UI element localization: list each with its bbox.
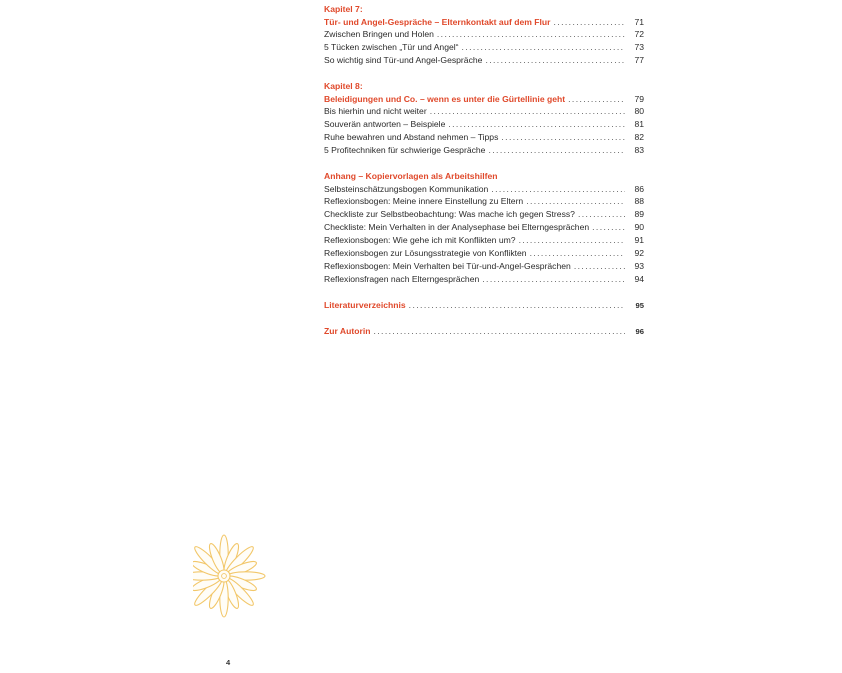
toc-entry-page: 77 xyxy=(634,55,644,66)
toc-entry-page: 90 xyxy=(634,222,644,233)
dot-leader xyxy=(578,208,625,221)
toc-entry[interactable] xyxy=(324,208,644,221)
toc-entry-title: Selbsteinschätzungsbogen Kommunikation xyxy=(324,183,489,194)
toc-entry-page: 80 xyxy=(634,106,644,117)
toc-entry[interactable] xyxy=(324,28,644,41)
chapter-8-label: Kapitel 8: xyxy=(324,81,363,92)
toc-entry-page: 72 xyxy=(634,29,644,40)
toc-entry-title: Reflexionsfragen nach Elterngesprächen xyxy=(324,273,480,284)
dot-leader xyxy=(482,273,625,286)
toc-entry-title: Tür- und Angel-Gespräche – Elternkontakt auf dem Flur xyxy=(324,16,551,27)
author-section xyxy=(324,325,644,338)
toc-entry-title: Checkliste zur Selbstbeobachtung: Was mache ich gegen Stress? xyxy=(324,209,575,220)
toc-entry[interactable] xyxy=(324,144,644,157)
toc-entry[interactable] xyxy=(324,260,644,273)
daisy-flower-icon xyxy=(193,530,269,620)
toc-entry[interactable] xyxy=(324,105,644,118)
dot-leader xyxy=(491,183,625,196)
chapter-8-section xyxy=(324,80,644,157)
dot-leader xyxy=(501,131,625,144)
toc-entry-page: 91 xyxy=(634,235,644,246)
toc-entry-title: Souverän antworten – Beispiele xyxy=(324,119,446,130)
toc-entry-title: Ruhe bewahren und Abstand nehmen – Tipps xyxy=(324,132,499,143)
toc-entry-page: 86 xyxy=(634,183,644,194)
dot-leader xyxy=(519,234,625,247)
toc-entry-page: 93 xyxy=(634,260,644,271)
toc-entry[interactable] xyxy=(324,118,644,131)
toc-entry-page: 73 xyxy=(634,42,644,53)
dot-leader xyxy=(568,93,625,106)
toc-entry-author[interactable] xyxy=(324,325,644,338)
dot-leader xyxy=(430,105,625,118)
toc-entry[interactable] xyxy=(324,221,644,234)
dot-leader xyxy=(373,325,625,338)
dot-leader xyxy=(574,260,625,273)
toc-entry-page: 89 xyxy=(634,209,644,220)
appendix-section xyxy=(324,170,644,286)
dot-leader xyxy=(530,247,625,260)
table-of-contents xyxy=(324,3,644,350)
toc-entry-title: Reflexionsbogen zur Lösungsstrategie von Konflikten xyxy=(324,247,527,258)
appendix-heading: Anhang – Kopiervorlagen als Arbeitshilfen xyxy=(324,171,498,182)
toc-entry-page: 88 xyxy=(634,196,644,207)
toc-entry[interactable] xyxy=(324,234,644,247)
toc-entry-title: 5 Tücken zwischen „Tür und Angel“ xyxy=(324,42,459,53)
dot-leader xyxy=(448,118,625,131)
toc-entry-title: Literaturverzeichnis xyxy=(324,299,406,310)
toc-entry-title: So wichtig sind Tür-und Angel-Gespräche xyxy=(324,55,483,66)
toc-entry-page: 82 xyxy=(634,132,644,143)
toc-entry-title: Reflexionsbogen: Mein Verhalten bei Tür-und-Angel-Gesprächen xyxy=(324,260,571,271)
toc-entry[interactable] xyxy=(324,131,644,144)
chapter-7-section xyxy=(324,3,644,67)
toc-entry-title: Zur Autorin xyxy=(324,325,371,336)
toc-entry-page: 94 xyxy=(634,273,644,284)
dot-leader xyxy=(488,144,625,157)
toc-entry-page: 95 xyxy=(635,300,644,310)
toc-entry-page: 71 xyxy=(634,16,644,27)
dot-leader xyxy=(526,195,625,208)
toc-entry-chapter-8-heading[interactable] xyxy=(324,93,644,106)
toc-entry[interactable] xyxy=(324,273,644,286)
toc-entry-title: Zwischen Bringen und Holen xyxy=(324,29,434,40)
toc-entry-page: 96 xyxy=(635,326,644,336)
toc-entry-page: 79 xyxy=(634,93,644,104)
toc-entry-title: 5 Profitechniken für schwierige Gespräche xyxy=(324,145,486,156)
toc-entry-title: Reflexionsbogen: Meine innere Einstellung zu Eltern xyxy=(324,196,524,207)
toc-entry-chapter-7-heading[interactable] xyxy=(324,16,644,29)
dot-leader xyxy=(485,54,625,67)
toc-entry-title: Bis hierhin und nicht weiter xyxy=(324,106,427,117)
toc-entry[interactable] xyxy=(324,247,644,260)
dot-leader xyxy=(462,41,625,54)
toc-entry[interactable] xyxy=(324,54,644,67)
page-number: 4 xyxy=(226,658,231,667)
toc-entry[interactable] xyxy=(324,183,644,196)
toc-entry[interactable] xyxy=(324,195,644,208)
dot-leader xyxy=(409,299,625,312)
dot-leader xyxy=(437,28,625,41)
toc-entry-page: 92 xyxy=(634,247,644,258)
chapter-7-label: Kapitel 7: xyxy=(324,4,363,14)
dot-leader xyxy=(554,16,626,29)
toc-entry-page: 83 xyxy=(634,145,644,156)
toc-entry-title: Checkliste: Mein Verhalten in der Analysephase bei Elterngesprächen xyxy=(324,222,590,233)
toc-entry-literature[interactable] xyxy=(324,299,644,312)
toc-entry-page: 81 xyxy=(634,119,644,130)
toc-entry-title: Beleidigungen und Co. – wenn es unter die Gürtellinie geht xyxy=(324,93,566,104)
toc-entry-title: Reflexionsbogen: Wie gehe ich mit Konflikten um? xyxy=(324,235,516,246)
literature-section xyxy=(324,299,644,312)
dot-leader xyxy=(592,221,625,234)
toc-entry[interactable] xyxy=(324,41,644,54)
